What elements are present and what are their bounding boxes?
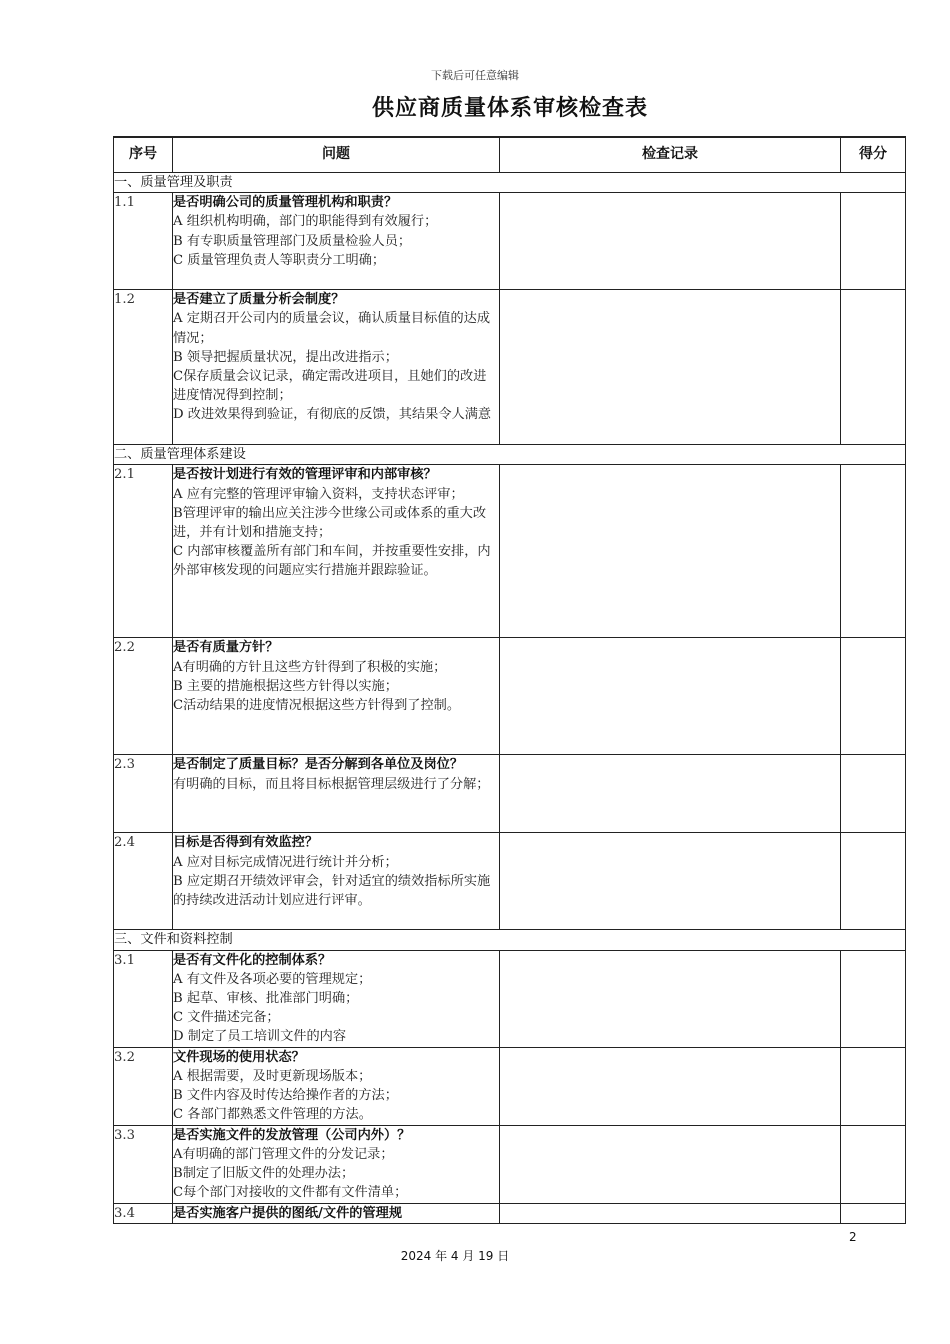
- page-number: 2: [849, 1230, 857, 1244]
- table-body: [114, 173, 906, 1224]
- question-cell: [173, 290, 500, 445]
- item-number: 3.1: [114, 950, 173, 1047]
- table-row: [114, 1203, 906, 1223]
- inspection-record-cell[interactable]: [500, 833, 841, 930]
- criterion-text: D 制定了员工培训文件的内容: [173, 1029, 347, 1045]
- criterion-text: A 根据需要，及时更新现场版本；: [173, 1068, 372, 1084]
- inspection-record-cell[interactable]: [500, 1047, 841, 1125]
- question-title: 目标是否得到有效监控？: [173, 835, 319, 851]
- item-number: 3.2: [114, 1047, 173, 1125]
- question-cell: [173, 193, 500, 290]
- header-note: 下载后可任意编辑: [431, 69, 519, 82]
- table-row: [114, 833, 906, 930]
- criterion-text: A有明确的方针且这些方针得到了积极的实施；: [173, 659, 447, 675]
- question-cell: [173, 833, 500, 930]
- footer-date: 2024 年 4 月 19 日: [400, 1249, 510, 1263]
- criterion-text: B 起草、审核、批准部门明确；: [173, 991, 359, 1007]
- criterion-text: A 应有完整的管理评审输入资料，支持状态评审；: [173, 486, 464, 502]
- criterion-text: A有明确的部门管理文件的分发记录；: [173, 1146, 394, 1162]
- score-cell[interactable]: [841, 833, 906, 930]
- criterion-text: C活动结果的进度情况根据这些方针得到了控制。: [173, 698, 461, 714]
- question-cell: [173, 1125, 500, 1203]
- criterion-text: A 定期召开公司内的质量会议，确认质量目标值的达成情况；: [173, 311, 491, 346]
- criterion-text: B管理评审的输出应关注涉今世缘公司或体系的重大改进，并有计划和措施支持；: [173, 505, 487, 541]
- question-cell: [173, 1203, 500, 1223]
- item-number: 2.1: [114, 465, 173, 638]
- inspection-record-cell[interactable]: [500, 193, 841, 290]
- score-cell[interactable]: [841, 193, 906, 290]
- score-cell[interactable]: [841, 1047, 906, 1125]
- column-header-question: 问题: [173, 137, 500, 173]
- criterion-text: B 领导把握质量状况，提出改进指示；: [173, 349, 398, 365]
- section-title: 三、文件和资料控制: [114, 930, 906, 950]
- table-row: [114, 755, 906, 833]
- criterion-text: B 文件内容及时传达给操作者的方法；: [173, 1088, 398, 1104]
- section-title: 二、质量管理体系建设: [114, 445, 906, 465]
- criterion-text: A 应对目标完成情况进行统计并分析；: [173, 854, 398, 870]
- criterion-text: C 质量管理负责人等职责分工明确；: [173, 252, 386, 268]
- table-header-row: [114, 137, 906, 173]
- table-row: [114, 950, 906, 1047]
- table-row: [114, 465, 906, 638]
- inspection-record-cell[interactable]: [500, 755, 841, 833]
- criterion-text: C 内部审核覆盖所有部门和车间，并按重要性安排，内外部审核发现的问题应实行措施并跟踪验证。: [173, 544, 491, 579]
- column-header-number: 序号: [114, 137, 173, 173]
- score-cell[interactable]: [841, 755, 906, 833]
- table-row: [114, 1047, 906, 1125]
- column-header-record: 检查记录: [500, 137, 841, 173]
- table-row: [114, 290, 906, 445]
- criterion-text: B 主要的措施根据这些方针得以实施；: [173, 678, 398, 694]
- table-row: [114, 1125, 906, 1203]
- item-number: 3.3: [114, 1125, 173, 1203]
- score-cell[interactable]: [841, 290, 906, 445]
- inspection-record-cell[interactable]: [500, 638, 841, 755]
- question-title: 是否明确公司的质量管理机构和职责？: [173, 195, 398, 211]
- item-number: 2.2: [114, 638, 173, 755]
- item-number: 2.3: [114, 755, 173, 833]
- table-row: [114, 193, 906, 290]
- question-cell: [173, 465, 500, 638]
- criterion-text: C每个部门对接收的文件都有文件清单；: [173, 1185, 408, 1201]
- criterion-text: B 应定期召开绩效评审会，针对适宜的绩效指标所实施的持续改进活动计划应进行评审。: [173, 873, 491, 909]
- question-title: 是否实施文件的发放管理（公司内外）？: [173, 1127, 411, 1143]
- question-cell: [173, 755, 500, 833]
- question-title: 是否按计划进行有效的管理评审和内部审核？: [173, 467, 437, 483]
- criterion-text: B 有专职质量管理部门及质量检验人员；: [173, 233, 412, 249]
- table-row: [114, 638, 906, 755]
- document-title: 供应商质量体系审核检查表: [371, 96, 648, 121]
- score-cell[interactable]: [841, 1203, 906, 1223]
- criterion-text: A 组织机构明确，部门的职能得到有效履行；: [173, 214, 438, 230]
- score-cell[interactable]: [841, 465, 906, 638]
- criterion-text: C 各部门都熟悉文件管理的方法。: [173, 1107, 372, 1123]
- question-title: 是否制定了质量目标？是否分解到各单位及岗位？: [173, 757, 464, 773]
- question-title: 是否建立了质量分析会制度？: [173, 292, 345, 308]
- criterion-text: 有明确的目标，而且将目标根据管理层级进行了分解；: [173, 776, 490, 792]
- score-cell[interactable]: [841, 950, 906, 1047]
- criterion-text: C 文件描述完备；: [173, 1010, 280, 1026]
- inspection-record-cell[interactable]: [500, 290, 841, 445]
- audit-checklist-table: [113, 136, 906, 1224]
- item-number: 1.1: [114, 193, 173, 290]
- question-cell: [173, 950, 500, 1047]
- section-row: [114, 173, 906, 193]
- criterion-text: D 改进效果得到验证，有彻底的反馈，其结果令人满意: [173, 407, 492, 423]
- inspection-record-cell[interactable]: [500, 1203, 841, 1223]
- question-title: 是否有文件化的控制体系？: [173, 952, 332, 968]
- inspection-record-cell[interactable]: [500, 1125, 841, 1203]
- item-number: 1.2: [114, 290, 173, 445]
- item-number: 2.4: [114, 833, 173, 930]
- inspection-record-cell[interactable]: [500, 950, 841, 1047]
- criterion-text: B制定了旧版文件的处理办法；: [173, 1166, 355, 1182]
- question-cell: [173, 638, 500, 755]
- question-cell: [173, 1047, 500, 1125]
- question-title: 是否实施客户提供的图纸/文件的管理规: [173, 1205, 403, 1221]
- section-title: 一、质量管理及职责: [114, 173, 906, 193]
- criterion-text: C保存质量会议记录，确定需改进项目，且她们的改进进度情况得到控制；: [173, 369, 487, 404]
- question-title: 文件现场的使用状态？: [173, 1049, 305, 1065]
- inspection-record-cell[interactable]: [500, 465, 841, 638]
- criterion-text: A 有文件及各项必要的管理规定；: [173, 971, 372, 987]
- section-row: [114, 445, 906, 465]
- score-cell[interactable]: [841, 1125, 906, 1203]
- score-cell[interactable]: [841, 638, 906, 755]
- column-header-score: 得分: [841, 137, 906, 173]
- item-number: 3.4: [114, 1203, 173, 1223]
- question-title: 是否有质量方针？: [173, 640, 279, 656]
- section-row: [114, 930, 906, 950]
